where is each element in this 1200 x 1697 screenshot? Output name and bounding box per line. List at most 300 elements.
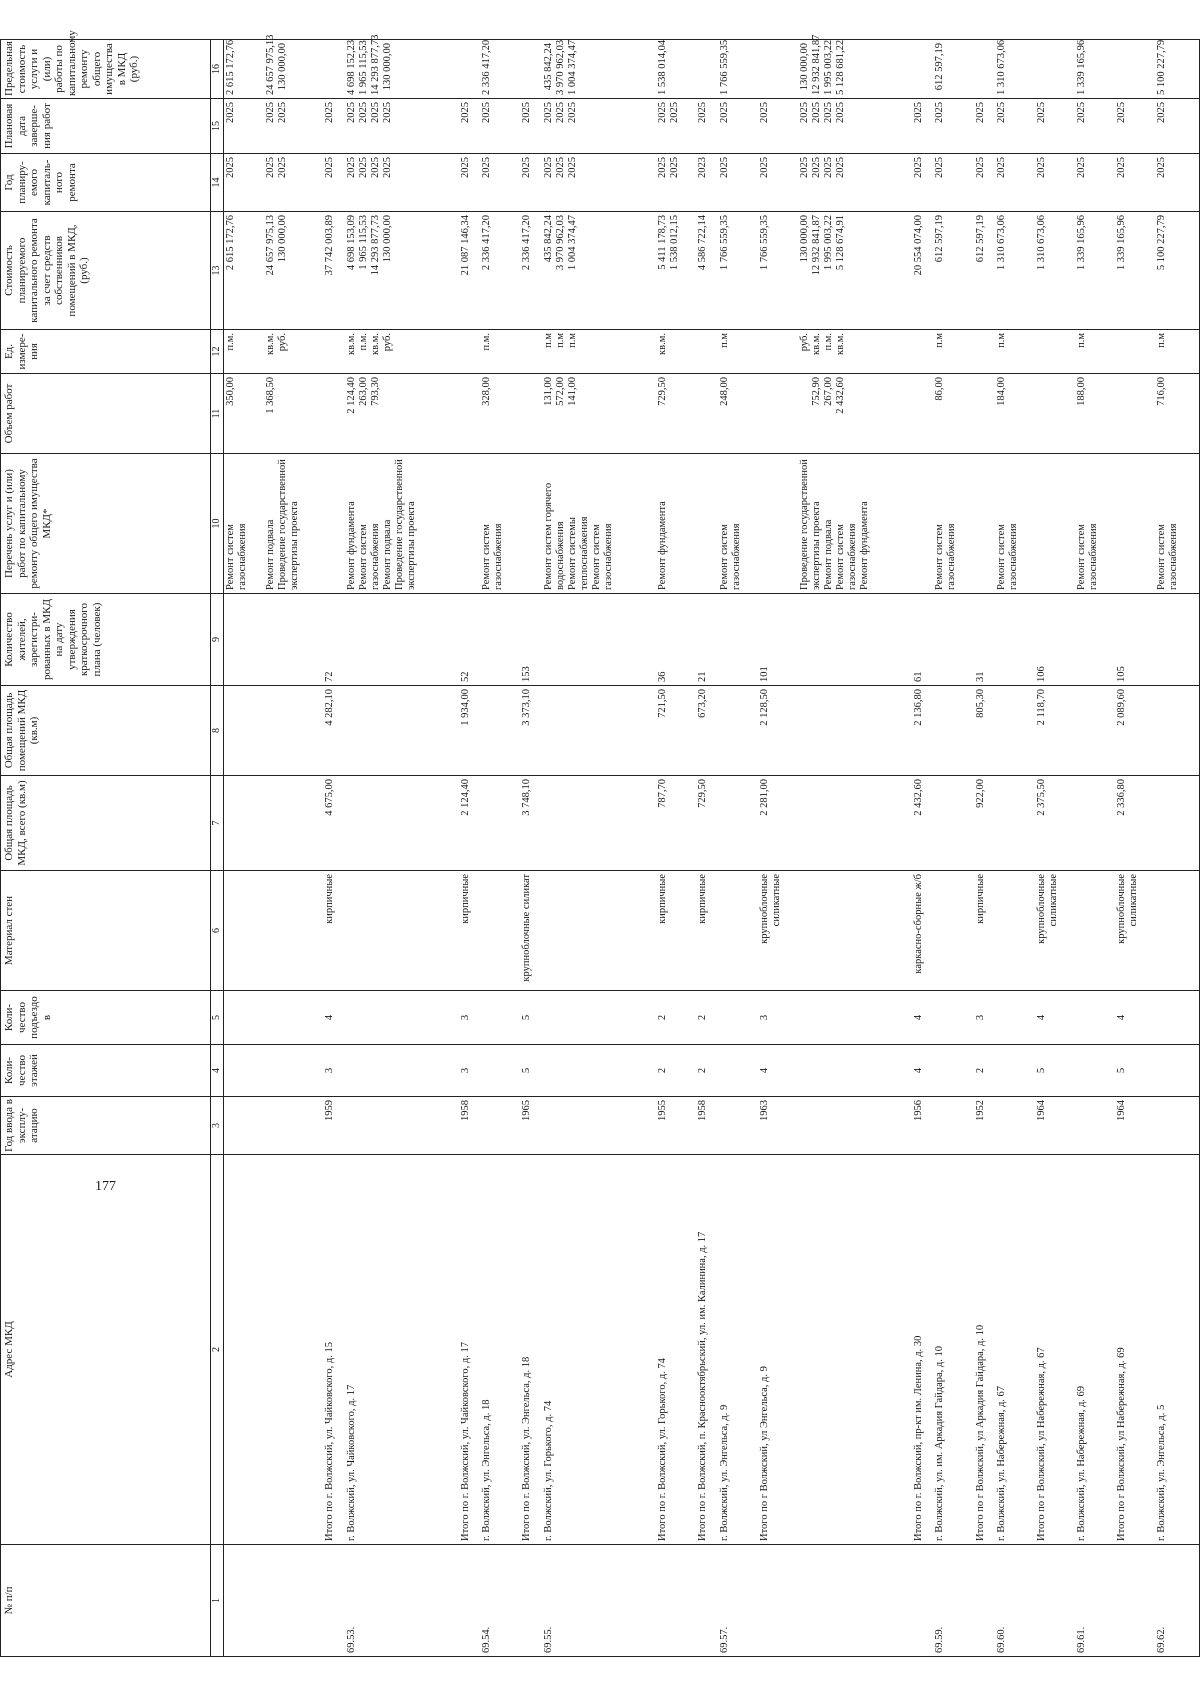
unit: п.м. (357, 333, 369, 351)
work-item-cell (264, 454, 323, 594)
planned-cost: 130 000,00 (798, 215, 810, 263)
unit-cell (974, 330, 996, 374)
cost-limit: 130 000,00 (277, 43, 289, 91)
planned-cost-cell (1035, 212, 1075, 330)
column-number: 1 (211, 1545, 224, 1657)
column-number: 6 (211, 871, 224, 991)
address (264, 1155, 323, 1545)
column-header: Предельная стоимость услуги и (или) работы по капитальному ремонту общего имущества в МКД (руб.) (1, 40, 211, 99)
wall-material (798, 871, 912, 991)
work-item: Ремонт систем газоснабжения (996, 523, 1020, 590)
cost-limit: 4 698 152,23 (345, 39, 357, 95)
planned-cost: 4 698 153,09 (345, 215, 357, 271)
cost-limit: 2 336 417,20 (481, 39, 493, 95)
work-item-cell (974, 454, 996, 594)
column-header: № п/п (1, 1545, 211, 1657)
completion-year-cell (224, 99, 265, 154)
planned-year: 2025 (542, 157, 554, 178)
cost-limit-cell (542, 40, 656, 99)
floors (718, 1045, 758, 1097)
floors (995, 1045, 1035, 1097)
planned-cost: 130 000,00 (381, 215, 393, 263)
table-row (758, 40, 798, 1657)
cost-limit: 2 615 172,76 (225, 39, 236, 95)
row-number (323, 1545, 345, 1657)
planned-year-cell (995, 154, 1035, 212)
work-item: Ремонт фундамента (656, 501, 668, 590)
work-item: Ремонт подвала (265, 519, 277, 590)
year-built (933, 1097, 973, 1155)
work-item: Проведение государственной экспертизы проекта (798, 459, 822, 590)
planned-cost-cell (1075, 212, 1115, 330)
row-number: 69.60. (995, 1545, 1035, 1657)
premises-area (1075, 686, 1115, 776)
entrances (542, 991, 656, 1045)
entrances (798, 991, 912, 1045)
total-area (264, 776, 323, 871)
planned-cost-cell (696, 212, 718, 330)
wall-material (542, 871, 656, 991)
cost-limit: 1 965 115,53 (357, 40, 369, 95)
wall-material (480, 871, 520, 991)
planned-year-cell (656, 154, 696, 212)
residents: 52 (459, 594, 481, 686)
work-volume-cell (520, 374, 542, 454)
unit: руб. (381, 333, 393, 352)
address (224, 1155, 265, 1545)
planned-cost-cell (656, 212, 696, 330)
address: Итого по г. Волжский, ул. Горького, д. 74 (656, 1155, 696, 1545)
planned-year: 2025 (1116, 157, 1128, 178)
address: Итого по г. Волжский, ул. Чайковского, д. 15 (323, 1155, 345, 1545)
work-volume-cell (995, 374, 1035, 454)
planned-year: 2025 (834, 157, 846, 178)
work-volume-cell (696, 374, 718, 454)
completion-year: 2025 (912, 102, 924, 123)
planned-year-cell (1115, 154, 1155, 212)
address: Итого по г. Волжский, пр-кт им. Ленина, д. 30 (912, 1155, 934, 1545)
cost-limit: 130 000,00 (798, 43, 810, 91)
table-row (459, 40, 481, 1657)
planned-year-cell (912, 154, 934, 212)
completion-year-cell (974, 99, 996, 154)
completion-year-cell (933, 99, 973, 154)
year-built (224, 1097, 265, 1155)
residents: 153 (520, 594, 542, 686)
planned-cost-cell (933, 212, 973, 330)
unit-cell (798, 330, 912, 374)
entrances: 4 (323, 991, 345, 1045)
work-volume-cell (798, 374, 912, 454)
unit-cell (264, 330, 323, 374)
premises-area (995, 686, 1035, 776)
work-item-cell (345, 454, 459, 594)
wall-material: крупноблочные силикатные (1115, 871, 1155, 991)
completion-year-cell (758, 99, 798, 154)
planned-cost: 5 411 178,73 (656, 215, 668, 270)
work-volume-cell (459, 374, 481, 454)
cost-limit-cell (758, 40, 798, 99)
work-item: Ремонт систем газоснабжения (1156, 523, 1180, 590)
planned-cost: 14 293 877,73 (369, 215, 381, 276)
column-header: Год ввода в эксплу-атацию (1, 1097, 211, 1155)
floors (798, 1045, 912, 1097)
table-row (1155, 40, 1195, 1657)
row-number (520, 1545, 542, 1657)
work-volume: 2 432,60 (834, 377, 846, 414)
completion-year: 2025 (810, 102, 822, 123)
planned-year: 2025 (656, 157, 668, 178)
work-item: Ремонт систем газоснабжения (718, 523, 742, 590)
planned-cost: 1 965 115,53 (357, 215, 369, 270)
column-number: 5 (211, 991, 224, 1045)
completion-year: 2025 (758, 102, 770, 123)
total-area: 2 281,00 (758, 776, 798, 871)
work-item: Ремонт фундамента (345, 501, 357, 590)
work-volume (382, 377, 394, 450)
wall-material: кирпичные (656, 871, 696, 991)
planned-year-cell (520, 154, 542, 212)
planned-cost: 1 995 003,22 (822, 215, 834, 271)
planned-cost: 1 310 673,06 (1036, 215, 1048, 271)
year-built: 1952 (974, 1097, 996, 1155)
header-row (1, 40, 211, 1657)
cost-limit-cell (1115, 40, 1155, 99)
work-volume (277, 377, 289, 450)
completion-year: 2025 (521, 102, 533, 123)
completion-year: 2025 (934, 102, 946, 123)
entrances: 5 (520, 991, 542, 1045)
cost-limit: 1 310 673,06 (996, 39, 1008, 95)
completion-year-cell (798, 99, 912, 154)
row-number (459, 1545, 481, 1657)
planned-cost: 1 766 559,35 (718, 215, 730, 271)
column-header: Объем работ (1, 374, 211, 454)
address: г. Волжский, ул. Набережная, д. 67 (995, 1155, 1035, 1545)
work-item-cell (1155, 454, 1195, 594)
planned-cost: 1 538 012,15 (668, 215, 680, 271)
address: Итого по г. Волжский, ул. Чайковского, д. 17 (459, 1155, 481, 1545)
unit-cell (345, 330, 459, 374)
residents: 31 (974, 594, 996, 686)
work-item: Ремонт систем газоснабжения (1076, 523, 1100, 590)
planned-year-cell (1155, 154, 1195, 212)
residents (933, 594, 973, 686)
work-volume-cell (1155, 374, 1195, 454)
planned-cost-cell (718, 212, 758, 330)
table-row (1035, 40, 1075, 1657)
column-number: 9 (211, 594, 224, 686)
year-built: 1963 (758, 1097, 798, 1155)
planned-year: 2025 (566, 157, 578, 178)
planned-cost: 4 586 722,14 (697, 215, 709, 271)
premises-area (224, 686, 265, 776)
planned-cost-cell (1155, 212, 1195, 330)
column-number: 2 (211, 1155, 224, 1545)
cost-limit-cell (520, 40, 542, 99)
year-built (995, 1097, 1035, 1155)
planned-cost-cell (542, 212, 656, 330)
year-built: 1964 (1115, 1097, 1155, 1155)
completion-year: 2025 (1116, 102, 1128, 123)
unit: руб. (798, 333, 810, 352)
planned-cost: 435 842,24 (542, 215, 554, 263)
residents: 106 (1035, 594, 1075, 686)
row-number: 69.53. (345, 1545, 459, 1657)
cost-limit: 14 293 877,73 (369, 34, 381, 95)
row-number: 69.54. (480, 1545, 520, 1657)
premises-area (718, 686, 758, 776)
work-volume: 1 368,50 (265, 377, 277, 414)
planned-year: 2023 (697, 157, 709, 178)
planned-cost-cell (345, 212, 459, 330)
work-item: Ремонт систем горячего водоснабжения (542, 482, 566, 590)
work-volume-cell (224, 374, 265, 454)
total-area: 4 675,00 (323, 776, 345, 871)
completion-year: 2025 (718, 102, 730, 123)
column-header: Перечень услуг и (или) работ по капитальному ремонту общего имущества МКД* (1, 454, 211, 594)
unit: п.м (542, 333, 554, 348)
floors (345, 1045, 459, 1097)
work-volume-cell (542, 374, 656, 454)
unit: п.м (1076, 333, 1088, 348)
column-header: Количество жителей, зарегистри-рованных в МКД на дату утверждения краткосрочного плана (человек) (1, 594, 211, 686)
unit-cell (718, 330, 758, 374)
planned-cost: 5 128 674,91 (834, 215, 846, 271)
total-area (798, 776, 912, 871)
planned-cost: 37 742 003,89 (323, 215, 335, 276)
work-volume: 263,00 (357, 377, 369, 406)
entrances (1155, 991, 1195, 1045)
total-area: 3 748,10 (520, 776, 542, 871)
unit: кв.м. (656, 333, 668, 355)
premises-area (933, 686, 973, 776)
planned-cost: 20 554 074,00 (912, 215, 924, 276)
unit-cell (520, 330, 542, 374)
completion-year-cell (995, 99, 1035, 154)
premises-area: 2 136,80 (912, 686, 934, 776)
work-item: Ремонт подвала (381, 519, 393, 590)
completion-year-cell (459, 99, 481, 154)
year-built (264, 1097, 323, 1155)
entrances: 3 (974, 991, 996, 1045)
planned-year-cell (696, 154, 718, 212)
work-volume-cell (974, 374, 996, 454)
cost-limit-cell (933, 40, 973, 99)
floors (224, 1045, 265, 1097)
column-number: 7 (211, 776, 224, 871)
unit-cell (995, 330, 1035, 374)
column-header: Плановая дата заверше-ния работ (1, 99, 211, 154)
wall-material (1075, 871, 1115, 991)
planned-cost: 1 310 673,06 (996, 215, 1008, 271)
table-row (696, 40, 718, 1657)
work-item-cell (696, 454, 718, 594)
table-row (912, 40, 934, 1657)
entrances (995, 991, 1035, 1045)
table-row (224, 40, 265, 1657)
address: г. Волжский, ул. Чайковского, д. 17 (345, 1155, 459, 1545)
column-number: 16 (211, 40, 224, 99)
year-built: 1958 (696, 1097, 718, 1155)
work-item: Проведение государственной экспертизы проекта (277, 459, 301, 590)
total-area: 2 375,50 (1035, 776, 1075, 871)
planned-cost: 1 339 165,96 (1076, 215, 1088, 271)
planned-year: 2025 (521, 157, 533, 178)
cost-limit-cell (1155, 40, 1195, 99)
row-number (264, 1545, 323, 1657)
completion-year-cell (345, 99, 459, 154)
work-volume: 248,00 (718, 377, 730, 406)
unit: п.м. (481, 333, 493, 351)
completion-year-cell (1075, 99, 1115, 154)
work-item-cell (1115, 454, 1155, 594)
address: Итого по г Волжский, ул Набережная, д. 69 (1115, 1155, 1155, 1545)
planned-year: 2025 (822, 157, 834, 178)
entrances: 3 (758, 991, 798, 1045)
wall-material (264, 871, 323, 991)
planned-year: 2025 (345, 157, 357, 178)
work-volume-cell (480, 374, 520, 454)
unit: п.м. (225, 333, 236, 351)
premises-area (480, 686, 520, 776)
work-volume: 572,00 (554, 377, 566, 406)
work-volume: 188,00 (1076, 377, 1088, 406)
premises-area: 673,20 (696, 686, 718, 776)
column-number: 13 (211, 212, 224, 330)
completion-year: 2025 (481, 102, 493, 123)
planned-year-cell (1075, 154, 1115, 212)
work-volume-cell (264, 374, 323, 454)
unit-cell (696, 330, 718, 374)
page-number: 177 (95, 1179, 116, 1194)
work-item-cell (1035, 454, 1075, 594)
completion-year-cell (696, 99, 718, 154)
total-area (480, 776, 520, 871)
work-item-cell (323, 454, 345, 594)
column-number: 14 (211, 154, 224, 212)
year-built (542, 1097, 656, 1155)
entrances (480, 991, 520, 1045)
completion-year: 2025 (369, 102, 381, 123)
work-volume: 184,00 (996, 377, 1008, 406)
row-number (1035, 1545, 1075, 1657)
table-row (995, 40, 1035, 1657)
total-area: 2 432,60 (912, 776, 934, 871)
row-number (974, 1545, 996, 1657)
table-row (974, 40, 996, 1657)
wall-material: крупноблочные силикатные (1035, 871, 1075, 991)
completion-year: 2025 (1076, 102, 1088, 123)
total-area: 922,00 (974, 776, 996, 871)
cost-limit: 24 657 975,13 (265, 34, 277, 95)
planned-year: 2025 (934, 157, 946, 178)
planned-cost-cell (758, 212, 798, 330)
column-number: 4 (211, 1045, 224, 1097)
completion-year: 2025 (996, 102, 1008, 123)
entrances (345, 991, 459, 1045)
residents (1155, 594, 1195, 686)
completion-year-cell (1155, 99, 1195, 154)
residents: 61 (912, 594, 934, 686)
premises-area (345, 686, 459, 776)
planned-year: 2025 (225, 157, 236, 178)
table-row (1075, 40, 1115, 1657)
address: Итого по г. Волжский, п. Краснооктябрьский, ул. им. Калинина, д. 17 (696, 1155, 718, 1545)
table-row (656, 40, 696, 1657)
work-item-cell (520, 454, 542, 594)
completion-year: 2025 (656, 102, 668, 123)
unit: п.м (554, 333, 566, 348)
floors (542, 1045, 656, 1097)
work-volume-cell (1115, 374, 1155, 454)
unit: п.м (718, 333, 730, 348)
planned-cost: 21 087 146,34 (459, 215, 471, 276)
entrances: 2 (656, 991, 696, 1045)
premises-area: 1 934,00 (459, 686, 481, 776)
planned-cost: 2 336 417,20 (481, 215, 493, 271)
residents (995, 594, 1035, 686)
work-item: Ремонт систем газоснабжения (834, 523, 858, 590)
cost-limit-cell (323, 40, 345, 99)
cost-limit-cell (798, 34, 912, 99)
completion-year-cell (323, 99, 345, 154)
planned-year: 2025 (1076, 157, 1088, 178)
year-built (718, 1097, 758, 1155)
floors: 2 (696, 1045, 718, 1097)
entrances: 4 (1115, 991, 1155, 1045)
residents: 105 (1115, 594, 1155, 686)
planned-cost: 130 000,00 (277, 215, 289, 263)
residents (798, 594, 912, 686)
wall-material: каркасно-сборные ж/б (912, 871, 934, 991)
work-item-cell (459, 454, 481, 594)
table-row (933, 40, 973, 1657)
entrances: 4 (912, 991, 934, 1045)
unit-cell (542, 330, 656, 374)
cost-limit-cell (696, 40, 718, 99)
year-built (345, 1097, 459, 1155)
completion-year: 2025 (225, 102, 236, 123)
wall-material: кирпичные (696, 871, 718, 991)
work-item: Ремонт систем газоснабжения (357, 523, 381, 590)
work-item-cell (995, 454, 1035, 594)
address: г. Волжский, ул. Горького, д. 74 (542, 1155, 656, 1545)
wall-material (224, 871, 265, 991)
planned-year: 2025 (718, 157, 730, 178)
work-item: Ремонт систем газоснабжения (481, 523, 505, 590)
floors: 4 (912, 1045, 934, 1097)
planned-cost-cell (520, 212, 542, 330)
table-row (798, 40, 912, 1657)
table-row (520, 40, 542, 1657)
cost-limit: 3 970 962,03 (554, 39, 566, 95)
cost-limit-cell (974, 40, 996, 99)
work-item: Ремонт системы теплоснабжения (566, 516, 590, 590)
address: г. Волжский, ул. Набережная, д. 69 (1075, 1155, 1115, 1545)
work-volume: 793,30 (369, 377, 381, 406)
residents: 72 (323, 594, 345, 686)
work-volume-cell (1075, 374, 1115, 454)
floors (480, 1045, 520, 1097)
work-item: Ремонт систем газоснабжения (590, 523, 614, 590)
floors: 3 (459, 1045, 481, 1097)
cost-limit: 1 766 559,35 (718, 39, 730, 95)
completion-year: 2025 (459, 102, 471, 123)
table-row (264, 40, 323, 1657)
work-volume-cell (933, 374, 973, 454)
table-row (323, 40, 345, 1657)
